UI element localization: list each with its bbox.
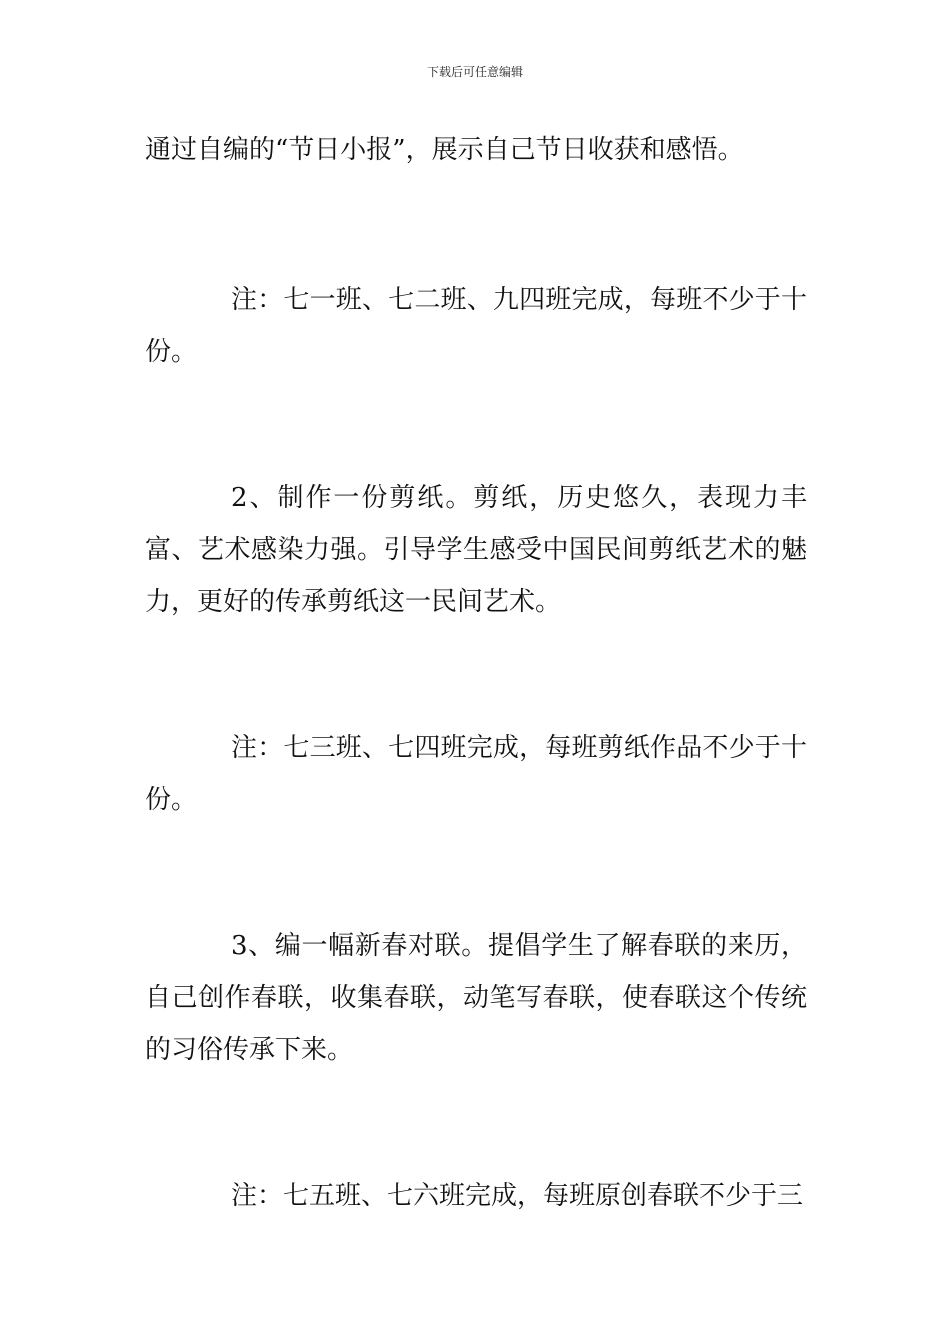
paragraph-couplet: 3、编一幅新春对联。提倡学生了解春联的来历，自己创作春联，收集春联，动笔写春联，使春联这个传统的习俗传承下来。 [145, 931, 807, 1065]
paragraph-newsletter-intro: 通过自编的“节日小报”，展示自己节日收获和感悟。 [145, 135, 744, 165]
paragraph-papercut: 2、制作一份剪纸。剪纸，历史悠久，表现力丰富、艺术感染力强。引导学生感受中国民间剪纸艺术的魅力，更好的传承剪纸这一民间艺术。 [145, 483, 807, 617]
paragraph-note-newsletter: 注：七一班、七二班、九四班完成，每班不少于十份。 [145, 285, 807, 367]
paragraph-note-papercut: 注：七三班、七四班完成，每班剪纸作品不少于十份。 [145, 733, 807, 815]
page-header: 下载后可任意编辑 [426, 65, 523, 79]
paragraph-note-couplet: 注：七五班、七六班完成，每班原创春联不少于三 [231, 1181, 804, 1211]
